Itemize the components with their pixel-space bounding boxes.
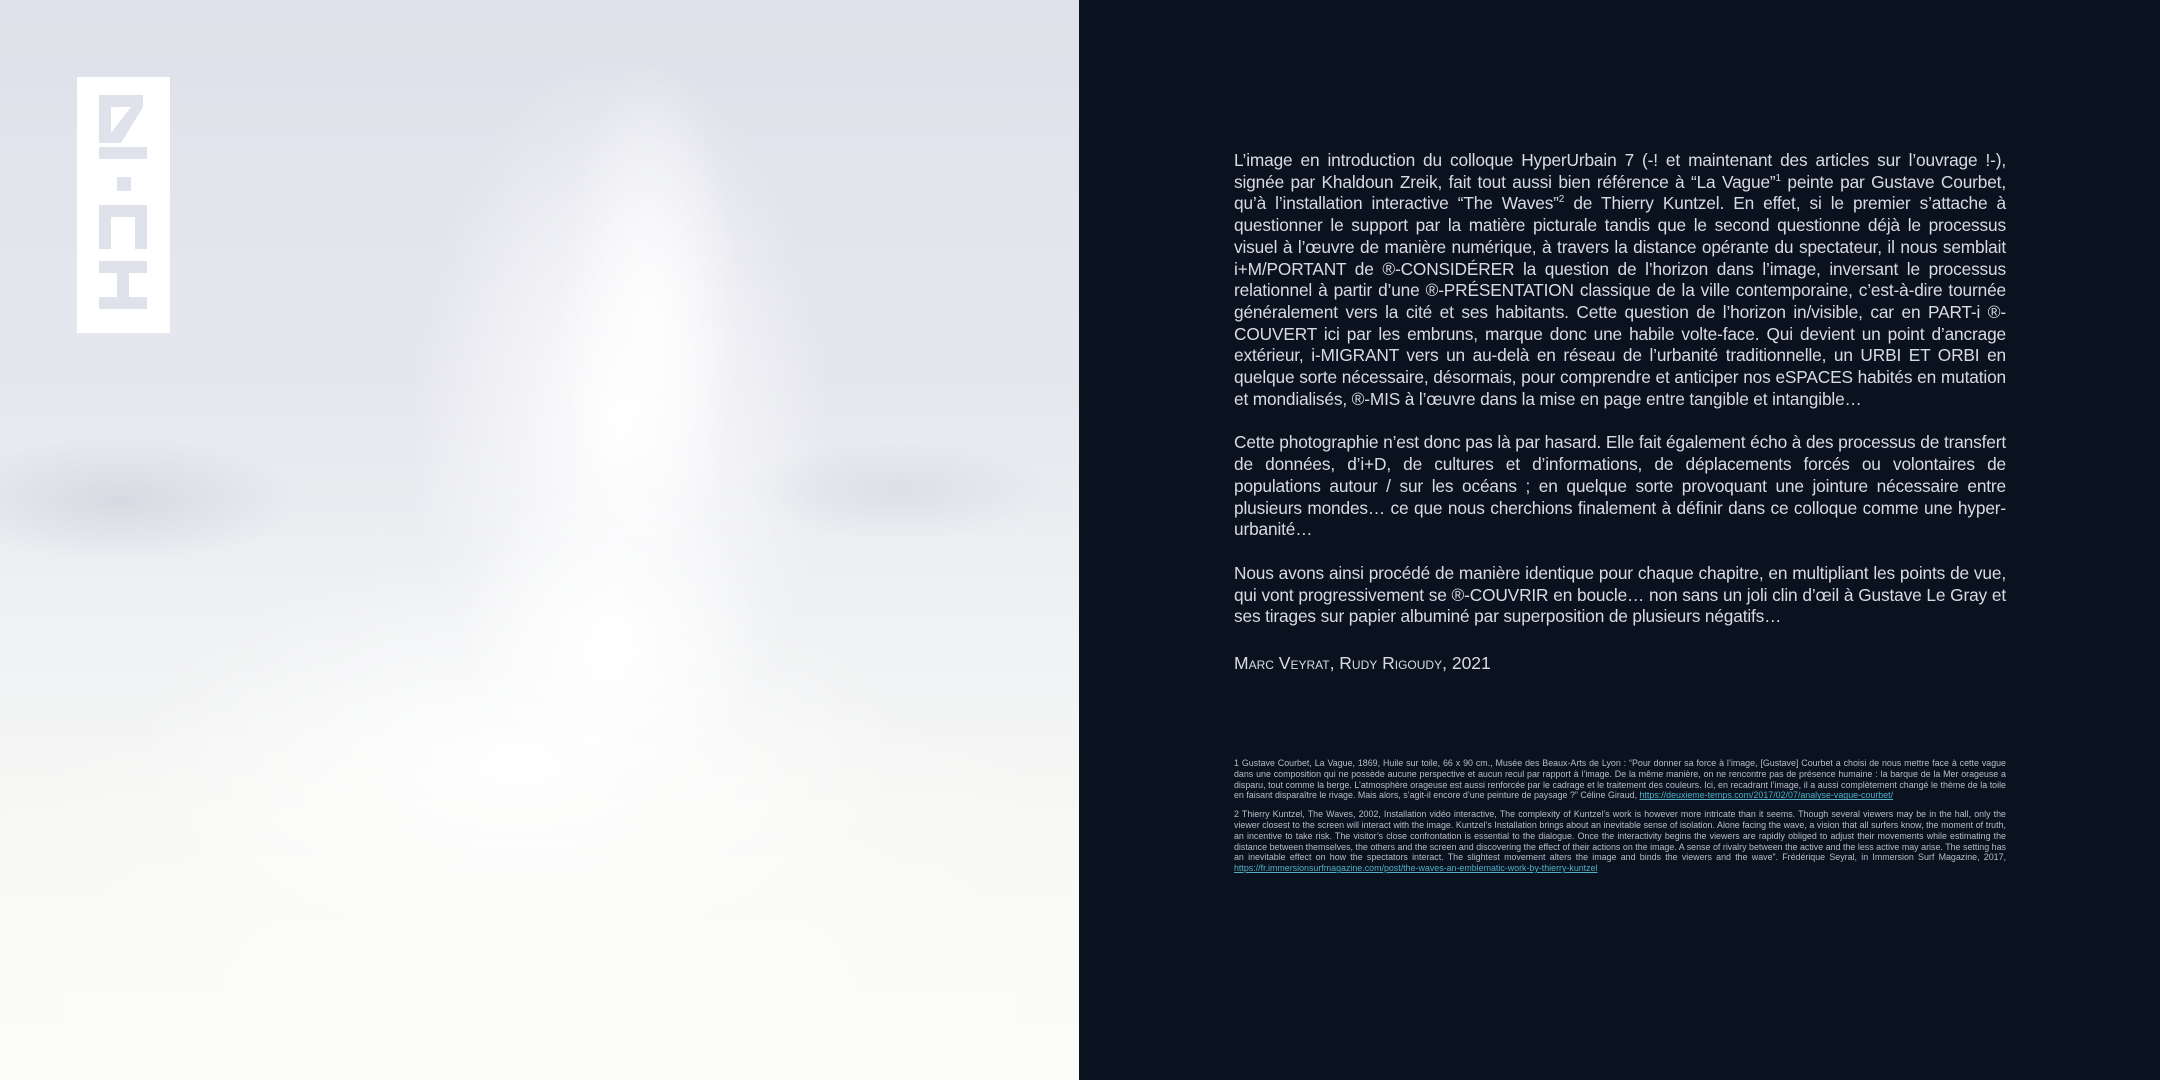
signature-names: Marc Veyrat, Rudy Rigoudy, xyxy=(1234,653,1447,673)
intro-text xyxy=(1234,150,2006,650)
footnote-2-text: 2 Thierry Kuntzel, The Waves, 2002, Installation vidéo interactive, The complexity of Kuntzel’s work is however more intricate than it seems. Though several viewers may be in the hall, only the viewer closest to the screen will interact with the image. Kuntzel’s Installation brings about an inevitable sense of isolation. Alone facing the wave, a vision that all surfers know, the moment of truth, an incentive to take risk. The visitor’s close confrontation is essential to the dialogue. Once the interactivity begins the viewers are rapidly obliged to adjust their movements while estimating the distance between themselves, the others and the screen and discovering the effect of their actions on the image. A sense of rivalry between the active and the less active may arise. The setting has an inevitable effect on how the spectators interact. The slightest movement alters the image and binds the viewers and the wave”. Frédérique Seyral, in Immersion Surf Magazine, 2017, xyxy=(1234,809,2006,863)
footnote-2 xyxy=(1234,809,2006,874)
paragraph-1-part-c: de Thierry Kuntzel. En effet, si le premier s’attache à questionner le support par la matière picturale tandis que le second questionne déjà le processus visuel à l’œuvre de manière numérique, à travers la distance opérante du spectateur, il nous semblait i+M/PORTANT de ®-CONSIDÉRER la question de l’horizon dans l’image, inversant le processus relationnel à partir d’une ®-PRÉSENTATION classique de la ville contemporaine, c’est-à-dire tournée généralement vers la cité et ses habitants. Cette question de l’horizon in/visible, car en PART-i ®-COUVERT ici par les embruns, marque donc une habile volte-face. Qui devient un point d’ancrage extérieur, i-MIGRANT vers un au-delà en réseau de l’urbanité traditionnelle, un URBI ET ORBI en quelque sorte nécessaire, désormais, pour comprendre et anticiper nos eSPACES habités en mutation et mondialisés, ®-MIS à l’œuvre dans la mise en page entre tangible et intangible… xyxy=(1234,193,2006,409)
cover-photo xyxy=(0,0,1079,1080)
wave-spray xyxy=(380,0,900,900)
footnote-1-text: 1 Gustave Courbet, La Vague, 1869, Huile sur toile, 66 x 90 cm., Musée des Beaux-Arts de Lyon : “Pour donner sa force à l’image, [Gustave] Courbet a choisi de nous mettre face à cette vague dans une composition qui ne possède aucune perspective et aucun recul par rapport à l’image. De la même manière, on ne rencontre pas de présence humaine : la barque de la Mer orageuse a disparu, tout comme la berge. L’atmosphère orageuse est aussi renforcée par le cadrage et le traitement des couleurs. Ici, en recadrant l’image, il a aussi complètement changé le thème de la toile en faisant disparaître le rivage. Mais alors, s’agit-il encore d’une peinture de paysage ?” Céline Giraud, xyxy=(1234,758,2006,801)
signature xyxy=(1234,652,2006,674)
hu7-logo xyxy=(77,77,170,333)
paragraph-3: Nous avons ainsi procédé de manière identique pour chaque chapitre, en multipliant les points de vue, qui vont progressivement se ®-COUVRIR en boucle… non sans un joli clin d’œil à Gustave Le Gray et ses tirages sur papier albuminé par superposition de plusieurs négatifs… xyxy=(1234,562,2006,627)
paragraph-1-part-a: L’image en introduction du colloque HyperUrbain 7 (-! et maintenant des articles sur l’ouvrage !-), signée par Khaldoun Zreik, fait tout aussi bien référence à “La Vague” xyxy=(1234,150,2006,192)
footnotes xyxy=(1234,758,2006,882)
paragraph-2: Cette photographie n’est donc pas là par hasard. Elle fait également écho à des processus de transfert de données, d’i+D, de cultures et d’informations, de déplacements forcés ou volontaires de populations autour / sur les océans ; en quelque sorte provoquant une jointure nécessaire entre plusieurs mondes… ce que nous cherchions finalement à définir dans ce colloque comme une hyper-urbanité… xyxy=(1234,432,2006,540)
paragraph-1 xyxy=(1234,150,2006,410)
text-page xyxy=(1079,0,2160,1080)
footnote-2-link[interactable]: https://fr.immersionsurfmagazine.com/post/the-waves-an-emblematic-work-by-thierry-kuntzel xyxy=(1234,863,1598,874)
footnote-ref-2: 2 xyxy=(1558,194,1565,206)
paragraph-1-part-b: peinte par Gustave Courbet, qu’à l’installation interactive “The Waves” xyxy=(1234,171,2006,214)
hu7-logo-glyphs xyxy=(77,77,170,333)
footnote-1 xyxy=(1234,758,2006,801)
signature-year: 2021 xyxy=(1446,653,1491,673)
footnote-1-link[interactable]: https://deuxieme-temps.com/2017/02/07/analyse-vague-courbet/ xyxy=(1639,790,1894,801)
footnote-ref-1: 1 xyxy=(1775,172,1781,184)
